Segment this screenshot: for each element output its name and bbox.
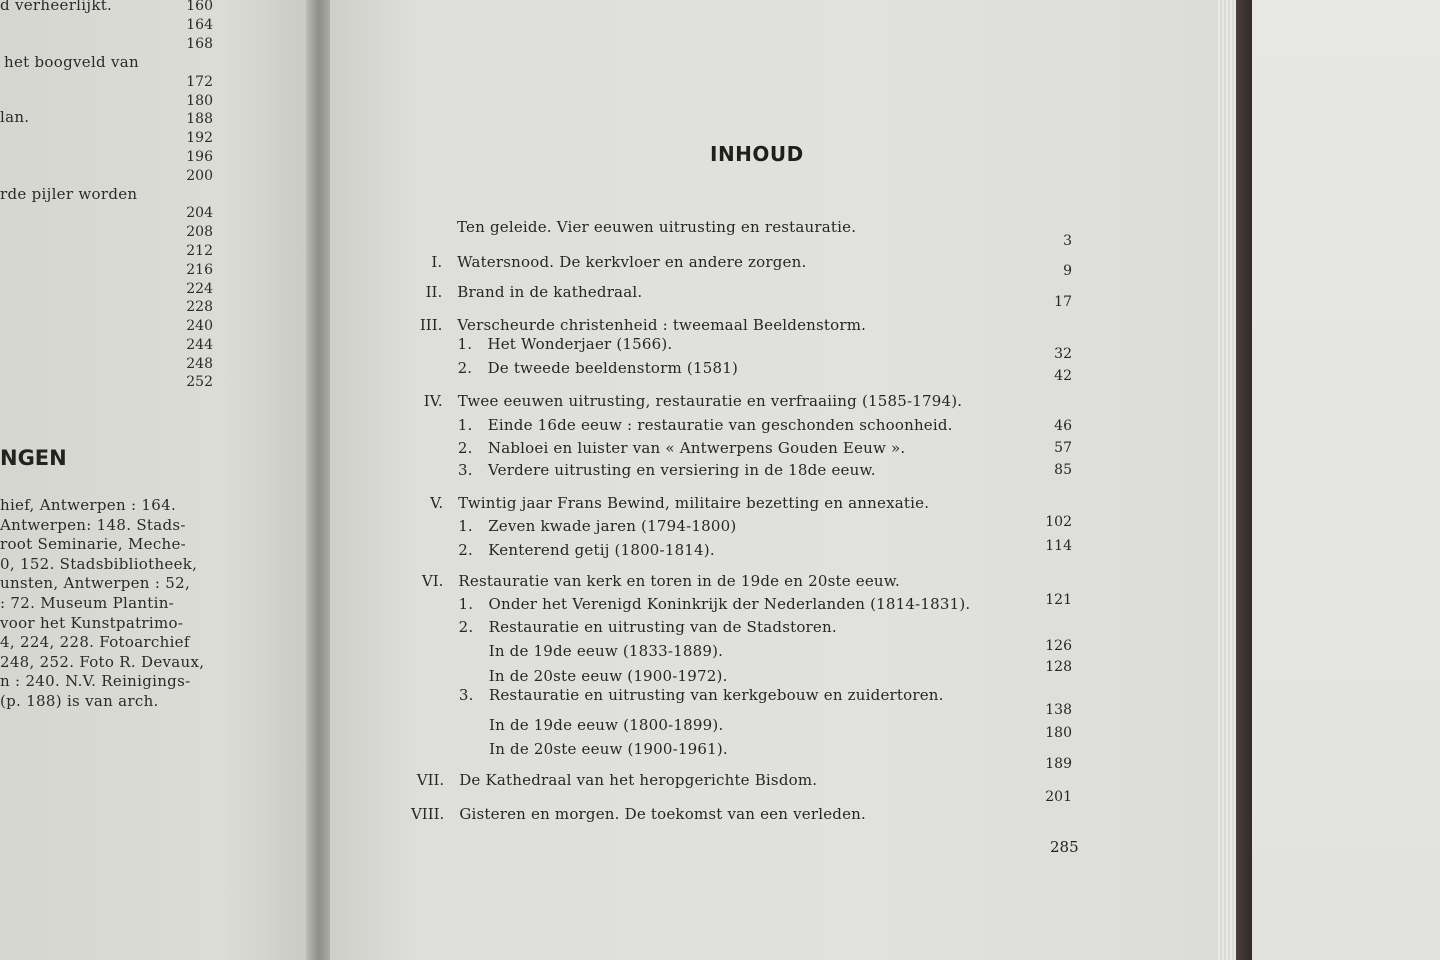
left-caption-line: root Seminarie, Meche- bbox=[0, 535, 187, 554]
toc-subentry-title: Restauratie en uitrusting van de Stadstoren. bbox=[488, 618, 837, 636]
toc-chapter-number: IV. bbox=[423, 392, 443, 410]
toc-subentry-number: 1. bbox=[457, 335, 473, 353]
toc-subentry-title: Einde 16de eeuw : restauratie van geschonden schoonheid. bbox=[487, 416, 953, 434]
toc-subentry-title: Zeven kwade jaren (1794-1800) bbox=[488, 517, 737, 535]
toc-subentry-number: 3. bbox=[457, 461, 473, 479]
toc-subentry-title: In de 20ste eeuw (1900-1961). bbox=[489, 740, 728, 758]
toc-subentry-title: Onder het Verenigd Koninkrijk der Nederlanden (1814-1831). bbox=[488, 595, 971, 613]
left-caption-line: voor het Kunstpatrimo- bbox=[0, 613, 184, 632]
left-page-number: 224 bbox=[186, 281, 213, 297]
left-page-number: 248 bbox=[186, 356, 213, 372]
toc-page-number: 17 bbox=[1054, 294, 1072, 310]
left-page-number: 192 bbox=[186, 130, 213, 146]
toc-subentry-number: 1. bbox=[457, 416, 473, 434]
toc-chapter-number: VI. bbox=[421, 572, 444, 590]
toc-page-number: 114 bbox=[1045, 538, 1072, 554]
left-text-line: rde pijler worden bbox=[0, 185, 138, 203]
left-text-line: d verheerlijkt. bbox=[0, 0, 113, 14]
toc-page-number: 121 bbox=[1045, 592, 1072, 608]
left-page-number: 160 bbox=[186, 0, 213, 14]
left-page-number: 188 bbox=[186, 111, 213, 127]
toc-page-number: 57 bbox=[1054, 440, 1072, 456]
left-page-number: 200 bbox=[186, 168, 213, 184]
toc-page-number: 102 bbox=[1045, 514, 1072, 530]
toc-page-number: 201 bbox=[1045, 789, 1072, 805]
backdrop bbox=[1252, 0, 1440, 960]
left-caption-line: hief, Antwerpen : 164. bbox=[0, 496, 177, 514]
left-page-number: 172 bbox=[186, 74, 213, 90]
left-page-number: 252 bbox=[186, 374, 213, 390]
contents-title: INHOUD bbox=[710, 142, 804, 166]
toc-subentry-number: 2. bbox=[458, 541, 473, 559]
toc-subentry-number: 2. bbox=[457, 439, 473, 457]
toc-page-number: 46 bbox=[1054, 418, 1072, 434]
toc-chapter-number: VIII. bbox=[410, 805, 445, 823]
toc-page-number: 189 bbox=[1045, 756, 1072, 772]
toc-chapter-number: V. bbox=[430, 494, 444, 512]
toc-page-number: 126 bbox=[1045, 638, 1072, 654]
toc-page-number: 3 bbox=[1063, 233, 1072, 249]
page-folio: 285 bbox=[1050, 838, 1079, 856]
toc-subentry-number: 2. bbox=[457, 359, 473, 377]
toc-entry-title: Ten geleide. Vier eeuwen uitrusting en restauratie. bbox=[457, 218, 857, 236]
toc-subentry-number: 2. bbox=[458, 618, 474, 636]
left-page-number: 196 bbox=[186, 149, 213, 165]
left-caption-line: Antwerpen: 148. Stads- bbox=[0, 515, 186, 534]
toc-entry-title: Restauratie van kerk en toren in de 19de en 20ste eeuw. bbox=[458, 572, 900, 590]
toc-subentry-title: Nabloei en luister van « Antwerpens Gouden Eeuw ». bbox=[487, 439, 906, 457]
toc-page-number: 32 bbox=[1054, 346, 1072, 362]
toc-chapter-number: II. bbox=[425, 283, 443, 301]
left-caption-line: (p. 188) is van arch. bbox=[0, 692, 159, 710]
toc-chapter-number: I. bbox=[431, 253, 443, 271]
left-page-number: 208 bbox=[186, 224, 213, 240]
toc-subentry-title: Restauratie en uitrusting van kerkgebouw en zuidertoren. bbox=[488, 686, 944, 704]
left-caption-line: unsten, Antwerpen : 52, bbox=[0, 574, 191, 593]
toc-page-number: 128 bbox=[1045, 659, 1072, 675]
left-text-line: lan. bbox=[0, 108, 30, 126]
left-page-number: 244 bbox=[186, 337, 213, 353]
toc-page-number: 138 bbox=[1045, 702, 1072, 718]
toc-chapter-number: VII. bbox=[416, 771, 445, 789]
left-caption-line: n : 240. N.V. Reinigings- bbox=[0, 672, 191, 691]
left-page-number: 216 bbox=[186, 262, 213, 278]
left-page-number: 168 bbox=[186, 36, 213, 52]
toc-entry-title: Gisteren en morgen. De toekomst van een verleden. bbox=[459, 805, 866, 823]
toc-subentry-title: Verdere uitrusting en versiering in de 18de eeuw. bbox=[487, 461, 876, 479]
left-page-heading: NGEN bbox=[0, 446, 67, 470]
toc-subentry-title: In de 20ste eeuw (1900-1972). bbox=[488, 667, 728, 685]
toc-page-number: 9 bbox=[1063, 263, 1072, 279]
left-text-line: het boogveld van bbox=[4, 53, 139, 71]
toc-entry-title: Brand in de kathedraal. bbox=[457, 283, 643, 301]
left-caption-line: 0, 152. Stadsbibliotheek, bbox=[0, 554, 198, 573]
toc-subentry-title: In de 19de eeuw (1800-1899). bbox=[488, 716, 724, 734]
toc-entry-title: Verscheurde christenheid : tweemaal Beeldenstorm. bbox=[457, 316, 867, 334]
toc-chapter-number: III. bbox=[419, 316, 443, 334]
left-page-number: 240 bbox=[186, 318, 213, 334]
left-page-text bbox=[0, 0, 318, 960]
toc-page-number: 180 bbox=[1045, 725, 1072, 741]
toc-entry-title: Twintig jaar Frans Bewind, militaire bezetting en annexatie. bbox=[458, 494, 930, 512]
toc-subentry-number: 1. bbox=[458, 517, 473, 535]
left-page-number: 164 bbox=[186, 17, 213, 33]
toc-subentry-title: De tweede beeldenstorm (1581) bbox=[487, 359, 738, 377]
toc-subentry-title: Het Wonderjaer (1566). bbox=[487, 335, 673, 353]
toc-subentry-number: 3. bbox=[458, 686, 474, 704]
left-caption-line: 248, 252. Foto R. Devaux, bbox=[0, 652, 205, 671]
left-page-number: 180 bbox=[186, 93, 213, 109]
toc-entry-title: De Kathedraal van het heropgerichte Bisdom. bbox=[459, 771, 818, 789]
left-page-number: 228 bbox=[186, 299, 213, 315]
left-page-number: 204 bbox=[186, 205, 213, 221]
left-caption-line: 4, 224, 228. Fotoarchief bbox=[0, 633, 190, 652]
toc-page-number: 85 bbox=[1054, 462, 1072, 478]
toc-subentry-title: Kenterend getij (1800-1814). bbox=[488, 541, 715, 559]
toc-entry-title: Watersnood. De kerkvloer en andere zorgen. bbox=[457, 253, 807, 271]
left-page-number: 212 bbox=[186, 243, 213, 259]
toc-page-number: 42 bbox=[1054, 368, 1072, 384]
toc-subentry-number: 1. bbox=[458, 595, 474, 613]
left-caption-line: : 72. Museum Plantin- bbox=[0, 594, 175, 612]
toc-subentry-title: In de 19de eeuw (1833-1889). bbox=[488, 642, 724, 660]
toc-entry-title: Twee eeuwen uitrusting, restauratie en verfraaiing (1585-1794). bbox=[457, 392, 963, 410]
